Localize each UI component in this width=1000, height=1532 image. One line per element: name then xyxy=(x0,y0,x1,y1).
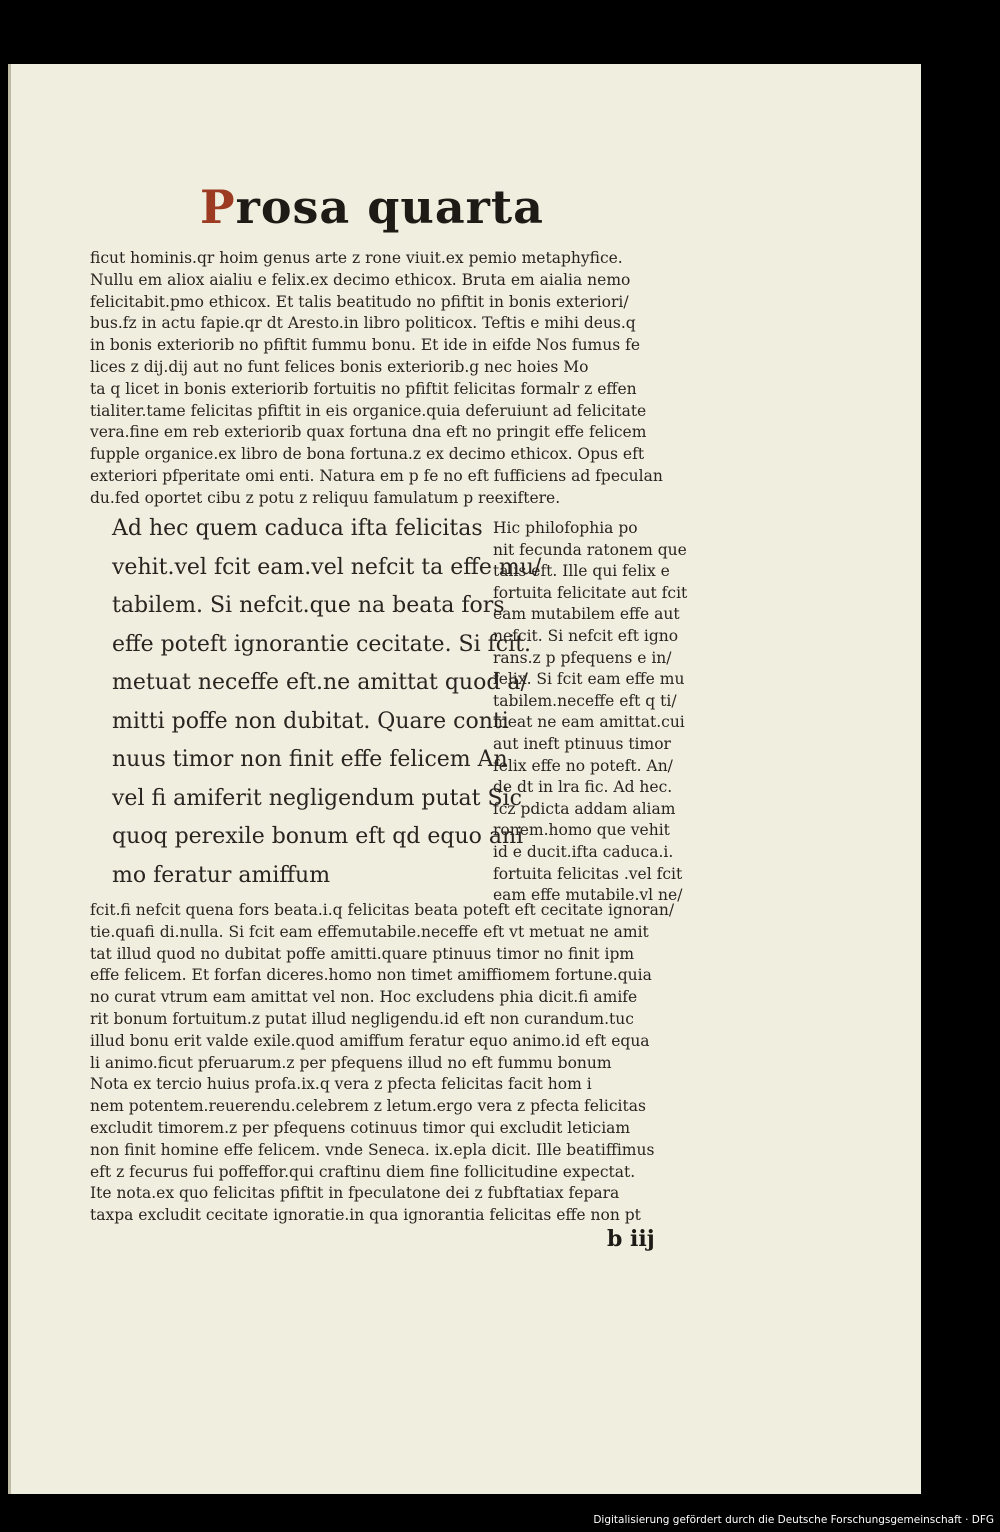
commentary-line: tat illud quod no dubitat poffe amitti.quare ptinuus timor no finit ipm xyxy=(90,944,635,963)
commentary-line: non finit homine effe felicem. vnde Seneca. ix.epla dicit. Ille beatiffimus xyxy=(90,1140,655,1159)
commentary-line: li animo.ficut pferuarum.z per pfequens illud no eft fummu bonum xyxy=(90,1053,612,1072)
commentary-line: felicitabit.pmo ethicox. Et talis beatitudo no pfiftit in bonis exteriori/ xyxy=(90,292,629,311)
commentary-top xyxy=(90,248,710,510)
commentary-line: in bonis exteriorib no pfiftit fummu bonu. Et ide in eifde Nos fumus fe xyxy=(90,336,641,355)
heading-rest: rosa quarta xyxy=(235,180,544,234)
commentary-line: ta q licet in bonis exteriorib fortuitis no pfiftit felicitas formalr z effen xyxy=(90,379,637,398)
gloss-line: meat ne eam amittat.cui xyxy=(493,713,685,732)
text-line: Ad hec quem caduca ifta felicitas xyxy=(112,516,483,541)
gloss-line: felix effe no poteft. An/ xyxy=(493,756,673,775)
commentary-line: tialiter.tame felicitas pfiftit in eis organice.quia deferuiunt ad felicitate xyxy=(90,401,647,420)
commentary-line: Ite nota.ex quo felicitas pfiftit in fpeculatone dei z fubftatiax fepara xyxy=(90,1184,620,1203)
commentary-line: rit bonum fortuitum.z putat illud negligendu.id eft non curandum.tuc xyxy=(90,1009,634,1028)
text-line: nuus timor non finit effe felicem An xyxy=(112,747,508,772)
text-line: quoq perexile bonum eft qd equo ani xyxy=(112,824,524,849)
gloss-line: de dt in lra fic. Ad hec. xyxy=(493,778,673,797)
gloss-line: eam effe mutabile.vl ne/ xyxy=(493,886,683,905)
commentary-line: illud bonu erit valde exile.quod amiffum feratur equo animo.id eft equa xyxy=(90,1031,650,1050)
page-heading xyxy=(200,180,544,234)
commentary-line: nem potentem.reuerendu.celebrem z letum.ergo vera z pfecta felicitas xyxy=(90,1097,646,1116)
gloss-line: fortuita felicitas .vel fcit xyxy=(493,864,683,883)
signature-mark: b iij xyxy=(607,1226,655,1252)
commentary-line: vera.fine em reb exteriorib quax fortuna dna eft no pringit effe felicem xyxy=(90,423,647,442)
footer-credit: Digitalisierung gefördert durch die Deutsche Forschungsgemeinschaft · DFG xyxy=(593,1514,994,1526)
text-line: mo feratur amiffum xyxy=(112,862,331,888)
heading-initial: P xyxy=(200,180,236,234)
commentary-line: fcit.fi nefcit quena fors beata.i.q felicitas beata poteft eft cecitate ignoran/ xyxy=(90,901,675,919)
gloss-line: eam mutabilem effe aut xyxy=(493,605,680,624)
text-line: mitti poffe non dubitat. Quare conti xyxy=(112,708,509,734)
gloss-line: fortuita felicitate aut fcit xyxy=(493,583,688,602)
gloss-line: nit fecunda ratonem que xyxy=(493,540,687,559)
commentary-line: ficut hominis.qr hoim genus arte z rone viuit.ex pemio metaphyfice. xyxy=(90,249,623,267)
commentary-line: effe felicem. Et forfan diceres.homo non timet amiffiomem fortune.quia xyxy=(90,966,652,985)
text-line: vehit.vel fcit eam.vel nefcit ta effe mu/ xyxy=(112,554,542,580)
text-line: vel fi amiferit negligendum putat Sic xyxy=(112,785,522,811)
gloss-line: felix. Si fcit eam effe mu xyxy=(493,670,685,689)
commentary-line: lices z dij.dij aut no funt felices bonis exteriorib.g nec hoies Mo xyxy=(90,357,589,376)
commentary-line: excludit timorem.z per pfequens cotinuus timor qui excludit leticiam xyxy=(90,1118,631,1137)
main-text xyxy=(112,510,542,895)
side-gloss xyxy=(493,518,711,907)
gloss-line: tabilem.neceffe eft q ti/ xyxy=(493,691,677,710)
gloss-line: nefcit. Si nefcit eft igno xyxy=(493,626,679,645)
commentary-line: fupple organice.ex libro de bona fortuna.z ex decimo ethicox. Opus eft xyxy=(90,445,645,464)
text-line: tabilem. Si nefcit.que na beata fors xyxy=(112,593,505,618)
commentary-line: no curat vtrum eam amittat vel non. Hoc excludens phia dicit.fi amife xyxy=(90,988,638,1007)
gloss-line: ronem.homo que vehit xyxy=(493,821,670,840)
commentary-line: taxpa excludit cecitate ignoratie.in qua ignorantia felicitas effe non pt xyxy=(90,1206,641,1225)
gloss-line: id e ducit.ifta caduca.i. xyxy=(493,842,674,861)
gloss-line: fcz pdicta addam aliam xyxy=(493,799,676,818)
commentary-line: eft z fecurus fui poffeffor.qui craftinu diem fine follicitudine expectat. xyxy=(90,1162,636,1181)
gloss-line: Hic philofophia po xyxy=(493,519,638,537)
commentary-line: Nullu em aliox aialiu e felix.ex decimo ethicox. Bruta em aialia nemo xyxy=(90,270,631,289)
gloss-line: aut ineft ptinuus timor xyxy=(493,734,671,753)
commentary-line: Nota ex tercio huius profa.ix.q vera z pfecta felicitas facit hom i xyxy=(90,1075,592,1094)
gloss-line: talis eft. Ille qui felix e xyxy=(493,562,670,581)
gloss-line: rans.z p pfequens e in/ xyxy=(493,648,672,667)
commentary-line: exteriori pfperitate omi enti. Natura em p fe no eft fufficiens ad fpeculan xyxy=(90,466,663,485)
text-line: metuat neceffe eft.ne amittat quod a/ xyxy=(112,670,528,695)
commentary-line: bus.fz in actu fapie.qr dt Aresto.in libro politicox. Teftis e mihi deus.q xyxy=(90,314,636,333)
text-line: effe poteft ignorantie cecitate. Si fcit. xyxy=(112,631,531,657)
commentary-bottom xyxy=(90,900,710,1227)
commentary-line: tie.quafi di.nulla. Si fcit eam effemutabile.neceffe eft vt metuat ne amit xyxy=(90,922,649,941)
commentary-line: du.fed oportet cibu z potu z reliquu famulatum p reexiftere. xyxy=(90,488,561,507)
